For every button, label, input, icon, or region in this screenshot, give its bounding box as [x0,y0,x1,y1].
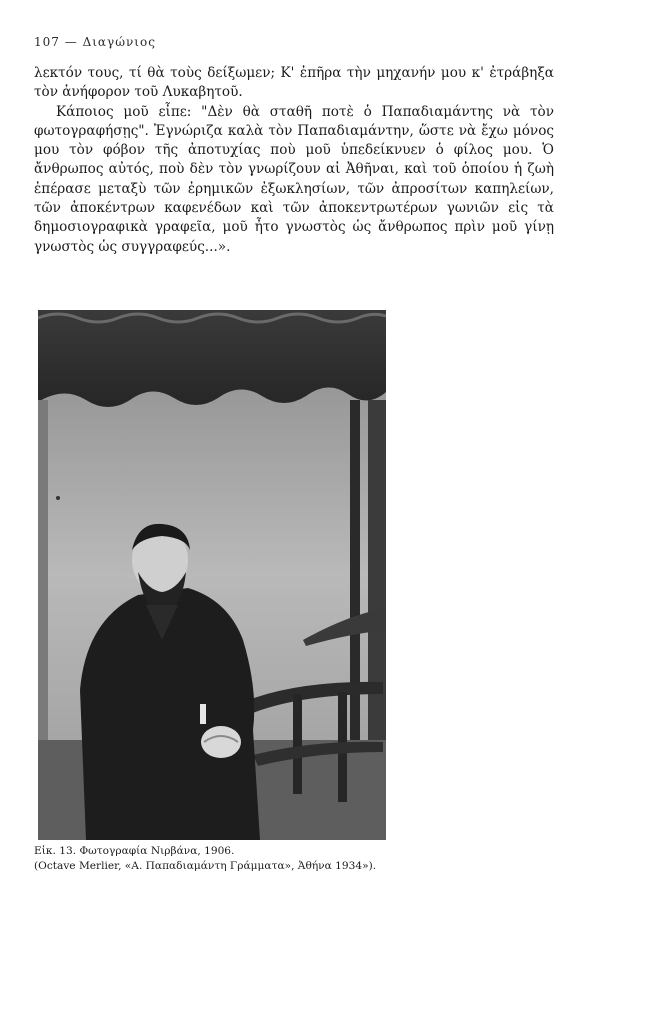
figure-coat [80,588,260,840]
photograph-illustration [38,310,386,840]
figure-caption [34,844,594,873]
paragraph-1: λεκτόν τους, τί θὰ τοὺς δείξωμεν; Κ' ἐπῆρα τὴν μηχανήν μου κ' ἐτράβηξα τὸν ἀνήφορον τοῦ Λυκαβητοῦ. [34,65,554,101]
running-header [34,35,156,49]
portrait-photograph [38,310,386,840]
figure-hands [201,726,241,758]
running-title: Διαγώνιος [82,35,156,49]
caption-line-2: (Octave Merlier, «Α. Παπαδιαμάντη Γράμματα», Ἀθήνα 1934»). [34,859,377,872]
caption-line-1: Εἰκ. 13. Φωτογραφία Νιρβάνα, 1906. [34,845,235,857]
page-number: 107 [34,35,60,49]
header-separator: — [64,35,78,49]
paragraph-2: Κάποιος μοῦ εἶπε: "Δὲν θὰ σταθῆ ποτὲ ὁ Παπαδιαμάντης νὰ τὸν φωτογραφήσῃς". Ἐγνώριζα καλὰ τὸν Παπαδιαμάντην, ὥστε νὰ ἔχω μόνος μου τὸν φόβον τῆς ἀποτυχίας ποὺ μοῦ ὑπεδείκνυεν ὁ φίλος μου. Ὁ ἄνθρωπος αὐτός, ποὺ δὲν τὸν γνωρίζουν αἱ Ἀθῆναι, καὶ τοῦ ὁποίου ἡ ζωὴ ἐπέρασε μεταξὺ τῶν ἐρημικῶν ἐξωκλησίων, τῶν ἀπροσίτων καπηλείων, τῶν ἀποκέντρων καφενέδων καὶ τῶν ἀποκεντρωτέρων γωνιῶν εἰς τὰ δημοσιογραφικὰ γραφεῖα, μοῦ ἦτο γνωστὸς ὡς ἄνθρωπος πρὶν μοῦ γίνῃ γνωστὸς ὡς συγγραφεύς...». [34,103,554,255]
body-text [34,64,554,257]
